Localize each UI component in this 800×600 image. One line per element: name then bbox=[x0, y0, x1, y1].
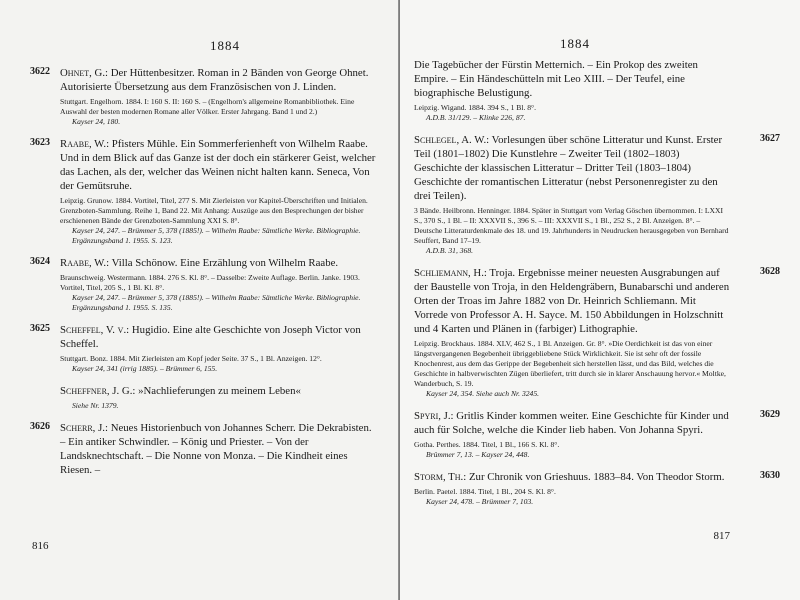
bibliography-entry bbox=[30, 323, 378, 374]
entry-references: A.D.B. 31, 368. bbox=[426, 246, 474, 255]
entry-number: 3625 bbox=[30, 323, 50, 334]
entry-title-line bbox=[414, 470, 730, 484]
entry-author: Ohnet, G.: bbox=[60, 67, 109, 79]
entry-details: 3 Bände. Heilbronn. Henninger. 1884. Später in Stuttgart vom Verlag Göschen übernommen. I: LXXI S., 370 S., 1 Bl. – II: XXXVII S., 396 S. – III: XXXVII S., 1 Bl., 252 S., 2 Bl. Anzeigen. 8°. – Deutsche Litteraturdenkmale des 18. und 19. Jahrhunderts in Neudrucken herausgegeben von Bernhard Seuffert, Band 17–19. bbox=[414, 206, 729, 245]
entry-details: Leipzig. Brockhaus. 1884. XLV, 462 S., 1 Bl. Anzeigen. Gr. 8°. »Die Oerdichkeit ist das von einer längstvergangenen Begebenheit übriggebliebene Stück Wirklichkeit. Sie ist sehr oft der fossile Knochenrest, aus dem das Gerippe der Begebenheit sich herstellen lässt, und das Bild, welches die Geschichte in halbverwischten Zügen überliefert, tritt durch sie in klarer Anschauung hervor.« Moltke, Wanderbuch, S. 19. bbox=[414, 339, 726, 388]
entry-number: 3630 bbox=[760, 470, 780, 481]
entry-references: Kayser 24, 478. – Brümmer 7, 103. bbox=[426, 497, 534, 506]
entry-references: A.D.B. 31/129. – Klinke 226, 87. bbox=[426, 113, 526, 122]
entry-title-line bbox=[414, 133, 730, 203]
entry-number: 3623 bbox=[30, 137, 50, 148]
bibliography-entry bbox=[414, 133, 780, 256]
entry-details: Stuttgart. Engelhorn. 1884. I: 160 S. II: 160 S. – (Engelhorn's allgemeine Romanbibliothek. Eine Auswahl der besten modernen Romane aller Völker. Erster Jahrgang. Band 1 und 2.) bbox=[60, 97, 355, 116]
entry-title: Villa Schönow. Eine Erzählung von Wilhelm Raabe. bbox=[111, 257, 339, 269]
bibliography-entry bbox=[414, 58, 730, 123]
entry-author: Storm, Th.: bbox=[414, 471, 467, 483]
entry-author: Schliemann, H.: bbox=[414, 267, 487, 279]
entry-title-line bbox=[60, 66, 378, 94]
entry-title-line bbox=[414, 266, 730, 336]
entry-title: Gritlis Kinder kommen weiter. Eine Geschichte für Kinder und auch für Solche, welche die Kinder lieb haben. Von Johanna Spyri. bbox=[414, 410, 729, 436]
entry-details: Berlin. Paetel. 1884. Titel, 1 Bl., 204 S. Kl. 8°. bbox=[414, 487, 556, 496]
entry-references: Kayser 24, 354. Siehe auch Nr. 3245. bbox=[426, 389, 540, 398]
entry-author: Scheffner, J. G.: bbox=[60, 385, 136, 397]
bibliography-entry bbox=[30, 256, 378, 313]
right-page bbox=[400, 0, 800, 600]
entry-references: Brümmer 7, 13. – Kayser 24, 448. bbox=[426, 450, 530, 459]
entry-title: »Nachlieferungen zu meinem Leben« bbox=[138, 385, 301, 397]
right-entries bbox=[414, 58, 780, 507]
entry-author: Raabe, W.: bbox=[60, 138, 110, 150]
entry-details: Leipzig. Grunow. 1884. Vortitel, Titel, 277 S. Mit Zierleisten vor Kapitel-Überschriften und Initialen. Grenzboten-Sammlung. Reihe 1, Band 22. Mit Anhang: Auszüge aus den Besprechungen der bisher erschienenen Bände der Grenzboten-Sammlung XXI S. 8°. bbox=[60, 196, 368, 225]
entry-references: Kayser 24, 247. – Brümmer 5, 378 (1885!). – Wilhelm Raabe: Sämtliche Werke. Bibliographie. Ergänzungsband 1. 1955. S. 123. bbox=[72, 226, 361, 245]
running-head-right: 1884 bbox=[560, 36, 590, 51]
entry-references: Kayser 24, 180. bbox=[72, 117, 121, 126]
entry-title-line bbox=[60, 323, 378, 351]
entry-author: Scheffel, V. v.: bbox=[60, 324, 130, 336]
entry-number: 3626 bbox=[30, 421, 50, 432]
entry-title: Vorlesungen über schöne Litteratur und Kunst. Erster Teil (1801–1802) Die Kunstlehre – Zweiter Teil (1802–1803) Geschichte der klassischen Litteratur – Dritter Teil (1803–1804) Geschichte der romantischen Litteratur (nebst Personenregister zu den drei Teilen). bbox=[414, 134, 723, 202]
running-head-left: 1884 bbox=[210, 38, 240, 53]
entry-number: 3622 bbox=[30, 66, 50, 77]
entry-author: Spyri, J.: bbox=[414, 410, 454, 422]
entry-details: Stuttgart. Bonz. 1884. Mit Zierleisten am Kopf jeder Seite. 37 S., 1 Bl. Anzeigen. 12°. bbox=[60, 354, 322, 363]
entry-title-line bbox=[60, 421, 378, 477]
bibliography-entry bbox=[414, 470, 780, 507]
entry-title-line bbox=[414, 58, 730, 100]
bibliography-entry bbox=[30, 421, 378, 477]
entry-number: 3627 bbox=[760, 133, 780, 144]
entry-title-line bbox=[60, 137, 378, 193]
entry-title: Zur Chronik von Grieshuus. 1883–84. Von Theodor Storm. bbox=[468, 471, 725, 483]
entry-author: Scherr, J.: bbox=[60, 422, 108, 434]
entry-details: Gotha. Perthes. 1884. Titel, 1 Bl., 166 S. Kl. 8°. bbox=[414, 440, 560, 449]
entry-title: Neues Historienbuch von Johannes Scherr. Die Dekrabisten. – Ein antiker Schwindler. – König und Priester. – Von der Landsknechtschaft. – Die Nonne von Monza. – Die Kindheit eines Riesen. – bbox=[60, 422, 372, 476]
bibliography-entry bbox=[414, 266, 780, 399]
bibliography-entry bbox=[30, 66, 378, 127]
entry-references: Kayser 24, 341 (irrig 1885). – Brümmer 6, 155. bbox=[72, 364, 218, 373]
bibliography-entry bbox=[60, 384, 378, 411]
entry-details: Leipzig. Wigand. 1884. 394 S., 1 Bl. 8°. bbox=[414, 103, 536, 112]
bibliography-entry bbox=[30, 137, 378, 246]
entry-title-line bbox=[60, 256, 378, 270]
entry-title: Der Hüttenbesitzer. Roman in 2 Bänden von George Ohnet. Autorisierte Übersetzung aus dem Französischen von J. Linden. bbox=[60, 67, 369, 93]
entry-title: Pfisters Mühle. Ein Sommerferienheft von Wilhelm Raabe. Und in dem Blick auf das Ganze ist der doch ein stärkerer Geist, welcher das Lachen, als der, welcher das Weinen nicht halten kann. Seneca, Von der Gemütsruhe. bbox=[60, 138, 376, 192]
entry-author: Schlegel, A. W.: bbox=[414, 134, 490, 146]
entry-author: Raabe, W.: bbox=[60, 257, 110, 269]
entry-title: Troja. Ergebnisse meiner neuesten Ausgrabungen auf der Baustelle von Troja, in den Heldengräbern, Bunabarschi und anderen Orten der Troas im Jahre 1882 von Dr. Heinrich Schliemann. Mit Vorrede von Professor A. H. Sayce. M. 150 Abbildungen in Holzschnitt und 4 Karten und Plänen in (farbiger) Lithographie. bbox=[414, 267, 730, 335]
entry-title-line bbox=[414, 409, 730, 437]
entry-references: Siehe Nr. 1379. bbox=[72, 401, 119, 410]
entry-number: 3629 bbox=[760, 409, 780, 420]
entry-title: Die Tagebücher der Fürstin Metternich. – Ein Prokop des zweiten Empire. – Ein Händeschütteln mit Leo XIII. – Der Teufel, eine biographische Belustigung. bbox=[414, 59, 698, 99]
left-entries bbox=[30, 66, 378, 477]
folio-left: 816 bbox=[32, 540, 49, 552]
entry-number: 3624 bbox=[30, 256, 50, 267]
entry-number: 3628 bbox=[760, 266, 780, 277]
folio-right: 817 bbox=[713, 530, 730, 542]
entry-references: Kayser 24, 247. – Brümmer 5, 378 (1885!). – Wilhelm Raabe: Sämtliche Werke. Bibliographie. Ergänzungsband 1. 1955. S. 135. bbox=[72, 293, 361, 312]
entry-title: Hugidio. Eine alte Geschichte von Joseph Victor von Scheffel. bbox=[60, 324, 361, 350]
bibliography-entry bbox=[414, 409, 780, 460]
entry-details: Braunschweig. Westermann. 1884. 276 S. Kl. 8°. – Dasselbe: Zweite Auflage. Berlin. Janke. 1903. Vortitel, Titel, 205 S., 1 Bl. Kl. 8°. bbox=[60, 273, 360, 292]
entry-title-line bbox=[60, 384, 378, 398]
